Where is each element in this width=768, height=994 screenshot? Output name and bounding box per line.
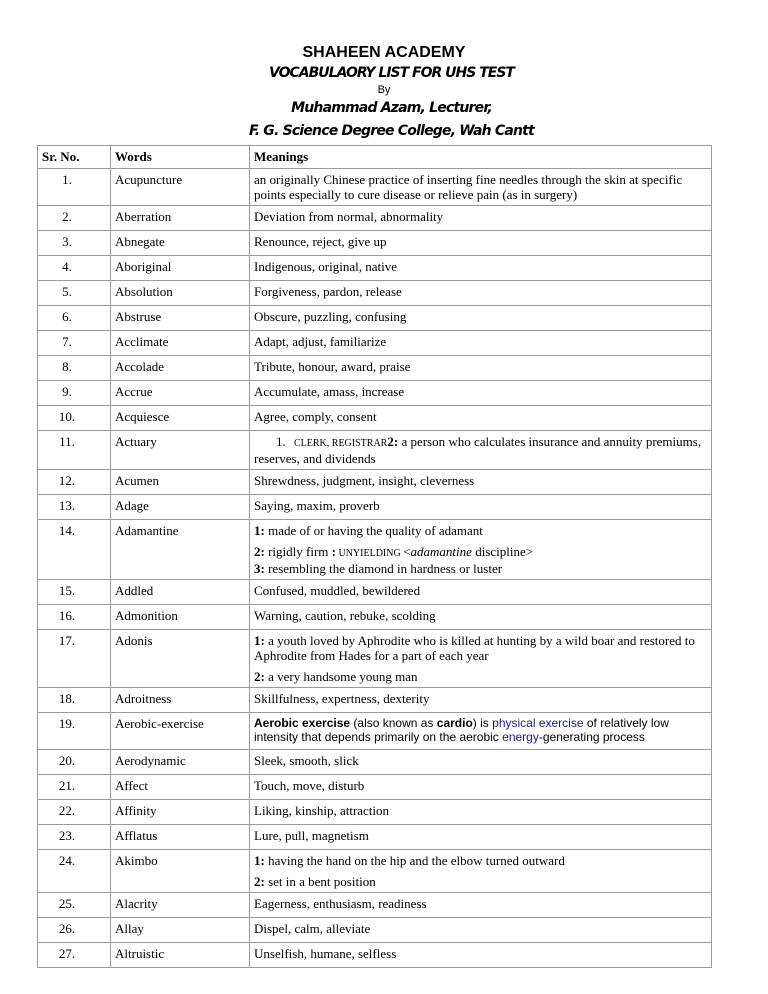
column-header-meaning: Meanings [250,146,712,169]
serial-number: 23. [38,825,111,850]
by-line: By [377,84,391,96]
colon: : [331,544,336,559]
serial-number: 25. [38,893,111,918]
college-name: F. G. Science Degree College, Wah Cantt [249,123,534,139]
table-row [38,306,712,331]
serial-number: 8. [38,356,111,381]
meaning [250,713,712,750]
meaning: an originally Chinese practice of inserting fine needles through the skin at specific points especially to cure disease or relieve pain (as in surgery) [250,169,712,206]
serial-number: 12. [38,470,111,495]
serial-number: 27. [38,943,111,968]
term-bold: Aerobic exercise [254,716,351,730]
term-bold: cardio [436,716,473,730]
definition-text: ) is [472,716,493,730]
table-row [38,580,712,605]
list-title: VOCABULAORY LIST FOR UHS TEST [269,65,514,81]
word: Adage [111,495,250,520]
serial-number: 3. [38,231,111,256]
word: Abnegate [111,231,250,256]
word: Affect [111,775,250,800]
word: Accrue [111,381,250,406]
serial-number: 4. [38,256,111,281]
serial-number: 16. [38,605,111,630]
serial-number: 1. [38,169,111,206]
word: Adroitness [111,688,250,713]
serial-number: 19. [38,713,111,750]
word: Adamantine [111,520,250,580]
table-row [38,605,712,630]
serial-number: 9. [38,381,111,406]
serial-number: 2. [38,206,111,231]
word: Aboriginal [111,256,250,281]
serial-number: 21. [38,775,111,800]
word: Aerodynamic [111,750,250,775]
definition-text: a very handsome young man [264,669,418,684]
meaning: Unselfish, humane, selfless [250,943,712,968]
serial-number: 18. [38,688,111,713]
meaning: Agree, comply, consent [250,406,712,431]
word: Accolade [111,356,250,381]
sense-number: 1: [254,853,265,868]
serial-number: 24. [38,850,111,893]
word: Adonis [111,630,250,688]
word: Addled [111,580,250,605]
word: Acclimate [111,331,250,356]
meaning [250,630,712,688]
synonym-smallcaps: UNYIELDING [335,548,404,559]
table-row [38,331,712,356]
table-row [38,943,712,968]
table-row [38,775,712,800]
academy-title: SHAHEEN ACADEMY [302,44,466,61]
table-row [38,406,712,431]
table-row [38,800,712,825]
meaning: Skillfulness, expertness, dexterity [250,688,712,713]
word: Allay [111,918,250,943]
serial-number: 22. [38,800,111,825]
meaning: Saying, maxim, proverb [250,495,712,520]
table-row [38,893,712,918]
meaning: Touch, move, disturb [250,775,712,800]
serial-number: 13. [38,495,111,520]
word: Afflatus [111,825,250,850]
table-row [38,256,712,281]
table-row [38,381,712,406]
table-row [38,630,712,688]
meaning: Lure, pull, magnetism [250,825,712,850]
word: Actuary [111,431,250,470]
serial-number: 5. [38,281,111,306]
meaning: Eagerness, enthusiasm, readiness [250,893,712,918]
table-row [38,206,712,231]
table-row [38,688,712,713]
serial-number: 6. [38,306,111,331]
meaning: Renounce, reject, give up [250,231,712,256]
table-row [38,470,712,495]
definition-text: having the hand on the hip and the elbow turned outward [264,853,565,868]
sense-number: 3: [254,561,265,576]
serial-number: 17. [38,630,111,688]
link-energy[interactable]: energy [502,730,539,744]
vocabulary-table [37,145,712,968]
column-header-word: Words [111,146,250,169]
table-row [38,918,712,943]
definition-text: a person who calculates insurance and annuity premiums, reserves, and dividends [254,434,702,466]
sense-number: 2: [254,544,265,559]
table-row [38,281,712,306]
meaning: Obscure, puzzling, confusing [250,306,712,331]
word: Altruistic [111,943,250,968]
meaning: Sleek, smooth, slick [250,750,712,775]
definition-text: resembling the diamond in hardness or luster [264,561,503,576]
meaning: Shrewdness, judgment, insight, cleverness [250,470,712,495]
meaning: Deviation from normal, abnormality [250,206,712,231]
serial-number: 7. [38,331,111,356]
sense-number: 1: [254,523,265,538]
meaning: Tribute, honour, award, praise [250,356,712,381]
definition-text: (also known as [350,716,437,730]
meaning: Indigenous, original, native [250,256,712,281]
serial-number: 14. [38,520,111,580]
meaning: Dispel, calm, alleviate [250,918,712,943]
table-row [38,825,712,850]
definition-text: set in a bent position [264,874,376,889]
meaning [250,431,712,470]
word: Aberration [111,206,250,231]
word: Akimbo [111,850,250,893]
definition-text: of relatively low intensity that depends primarily on the aerobic [254,716,669,744]
table-row [38,850,712,893]
definition-text: made of or having the quality of adamant [264,523,483,538]
serial-number: 11. [38,431,111,470]
meaning: Warning, caution, rebuke, scolding [250,605,712,630]
meaning: Forgiveness, pardon, release [250,281,712,306]
link-physical-exercise[interactable]: physical exercise [492,716,584,730]
word: Acupuncture [111,169,250,206]
table-row [38,431,712,470]
word: Acumen [111,470,250,495]
definition-text: -generating process [538,730,645,744]
meaning: Confused, muddled, bewildered [250,580,712,605]
example-close: discipline> [471,544,534,559]
definition-text: rigidly firm [264,544,332,559]
list-number: 1. [276,434,286,449]
table-row [38,520,712,580]
table-row [38,231,712,256]
table-header-row [38,146,712,169]
sense-number: 2: [254,874,265,889]
definition-text: a youth loved by Aphrodite who is killed at hunting by a wild boar and restored to Aphrodite from Hades for a part of each year [254,633,695,663]
sense-number: 2: [387,434,399,449]
serial-number: 10. [38,406,111,431]
meaning [250,520,712,580]
meaning [250,850,712,893]
meaning: Liking, kinship, attraction [250,800,712,825]
table-row [38,169,712,206]
serial-number: 20. [38,750,111,775]
word: Absolution [111,281,250,306]
table-row [38,750,712,775]
serial-number: 15. [38,580,111,605]
word: Affinity [111,800,250,825]
table-row [38,495,712,520]
sense-number: 2: [254,669,265,684]
example-word: adamantine [410,544,472,559]
serial-number: 26. [38,918,111,943]
synonym-smallcaps: CLERK, REGISTRAR [294,438,388,449]
column-header-no: Sr. No. [38,146,111,169]
meaning: Adapt, adjust, familiarize [250,331,712,356]
example-open: < [403,544,411,559]
table-row [38,356,712,381]
sense-number: 1: [254,633,265,648]
word: Aerobic-exercise [111,713,250,750]
word: Acquiesce [111,406,250,431]
author-name: Muhammad Azam, Lecturer, [291,100,492,116]
meaning: Accumulate, amass, increase [250,381,712,406]
word: Alacrity [111,893,250,918]
word: Admonition [111,605,250,630]
table-row [38,713,712,750]
word: Abstruse [111,306,250,331]
